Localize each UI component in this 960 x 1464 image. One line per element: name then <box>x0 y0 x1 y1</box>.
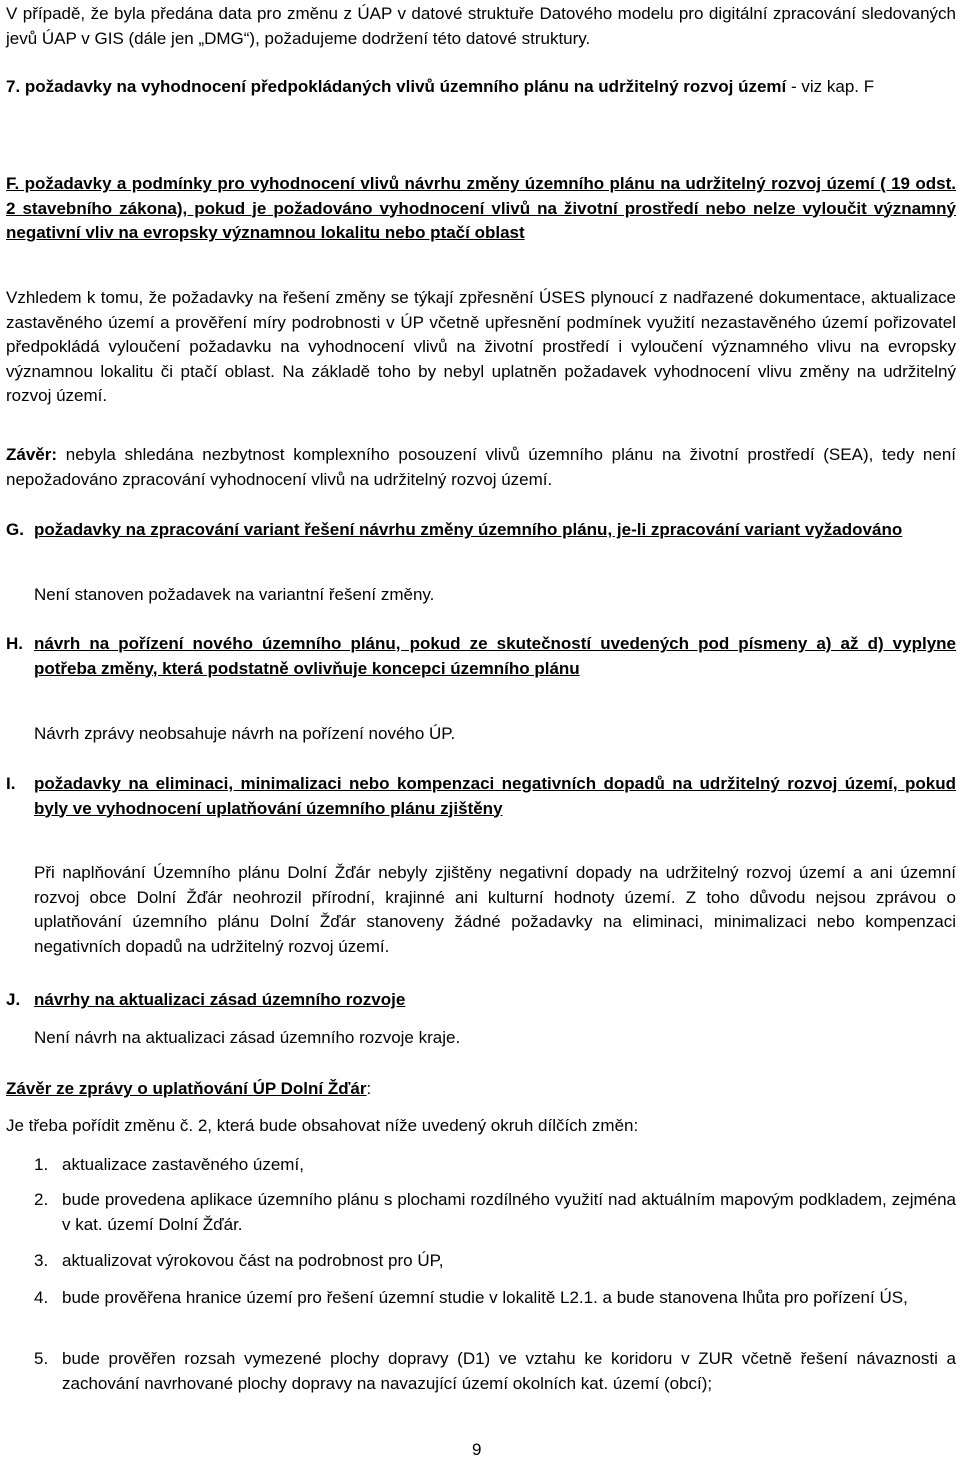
list-item <box>6 1249 956 1274</box>
item-7-heading: 7. požadavky na vyhodnocení předpokládaných vlivů územního plánu na udržitelný rozvoj území <box>6 77 787 96</box>
list-item-text: aktualizovat výrokovou část na podrobnost pro ÚP, <box>62 1251 444 1270</box>
list-item-number: 1. <box>34 1155 49 1174</box>
conclusion-lead: Je třeba pořídit změnu č. 2, která bude obsahovat níže uvedený okruh dílčích změn: <box>6 1116 639 1135</box>
section-h-heading <box>6 632 956 681</box>
section-j-body: Není návrh na aktualizaci zásad územního rozvoje kraje. <box>34 1028 461 1047</box>
section-j-title: návrhy na aktualizaci zásad územního rozvoje <box>34 990 406 1009</box>
section-g-letter: G. <box>6 520 24 539</box>
list-item <box>6 1153 956 1178</box>
conclusion-title-colon: : <box>366 1079 372 1098</box>
section-g-heading <box>6 518 956 543</box>
section-f-heading-rest: 2 stavebního zákona), pokud je požadováno vyhodnocení vlivů na životní prostředí nebo nelze vyloučit významný negativní vliv na evropsky významnou lokalitu nebo ptačí oblast <box>6 198 956 242</box>
section-f-conclusion-text: nebyla shledána nezbytnost komplexního posouzení vlivů územního plánu na životní prostředí (SEA), tedy není nepožadováno zpracování vyhodnocení vlivů na udržitelný rozvoj území. <box>6 445 956 489</box>
item-7 <box>6 75 956 100</box>
section-h-title: návrh na pořízení nového územního plánu, pokud ze skutečností uvedených pod písmeny a) až d) vyplyne potřeba změny, která podstatně ovlivňuje koncepci územního plánu <box>34 634 956 678</box>
section-i-heading <box>6 772 956 821</box>
list-item <box>6 1188 956 1237</box>
section-j-heading <box>6 988 956 1013</box>
conclusion-title-text: Závěr ze zprávy o uplatňování ÚP Dolní Žďár <box>6 1079 367 1098</box>
section-i-title: požadavky na eliminaci, minimalizaci nebo kompenzaci negativních dopadů na udržitelný rozvoj území, pokud byly ve vyhodnocení uplatňování územního plánu zjištěny <box>34 774 956 818</box>
section-i-letter: I. <box>6 774 16 793</box>
list-item-number: 2. <box>34 1190 49 1209</box>
page-number: 9 <box>472 1440 482 1459</box>
list-item-text: bude prověřena hranice území pro řešení územní studie v lokalitě L2.1. a bude stanovena lhůta pro pořízení ÚS, <box>62 1288 908 1307</box>
section-j-letter: J. <box>6 990 21 1009</box>
item-7-reference: - viz kap. F <box>786 77 875 96</box>
list-item <box>6 1286 956 1311</box>
section-f-heading <box>6 172 956 246</box>
section-h-body: Návrh zprávy neobsahuje návrh na pořízení nového ÚP. <box>34 724 456 743</box>
list-item <box>6 1347 956 1396</box>
list-item-number: 3. <box>34 1251 49 1270</box>
section-i-body: Při naplňování Územního plánu Dolní Žďár nebyly zjištěny negativní dopady na udržitelný rozvoj území a ani územní rozvoj obce Dolní Žďár neohrozil přírodní, krajinné ani kulturní hodnoty území. Z toho důvodu nejsou zprávou o uplatňování územního plánu Dolní Žďár stanoveny žádné požadavky na eliminaci, minimalizaci nebo kompenzaci negativních dopadů na udržitelný rozvoj území. <box>34 863 956 956</box>
section-f-body: Vzhledem k tomu, že požadavky na řešení změny se týkají zpřesnění ÚSES plynoucí z nadřazené dokumentace, aktualizace zastavěného území a prověření míry podrobnosti v ÚP včetně upřesnění podmínek využití nezastavěného území pořizovatel předpokládá vyloučení požadavku na vyhodnocení vlivů na životní prostředí i vyloučení významného vlivu na evropsky významnou lokalitu či ptačí oblast. Na základě toho by nebyl uplatněn požadavek vyhodnocení vlivu změny na udržitelný rozvoj území. <box>6 288 956 405</box>
section-f-conclusion-label: Závěr: <box>6 445 58 464</box>
section-g-title: požadavky na zpracování variant řešení návrhu změny územního plánu, je-li zpracování variant vyžadováno <box>34 520 903 539</box>
list-item-number: 5. <box>34 1349 49 1368</box>
section-f-heading-main: F. požadavky a podmínky pro vyhodnocení vlivů návrhu změny územního plánu na udržitelný rozvoj území ( 19 odst. <box>6 174 956 193</box>
section-f-conclusion <box>6 443 956 492</box>
intro-paragraph: V případě, že byla předána data pro změnu z ÚAP v datové struktuře Datového modelu pro digitální zpracování sledovaných jevů ÚAP v GIS (dále jen „DMG“), požadujeme dodržení této datové struktury. <box>6 4 956 48</box>
section-h-letter: H. <box>6 634 23 653</box>
list-item-text: aktualizace zastavěného území, <box>62 1155 304 1174</box>
list-item-text: bude prověřen rozsah vymezené plochy dopravy (D1) ve vztahu ke koridoru v ZUR včetně řešení návaznosti a zachování navrhované plochy dopravy na navazující území okolních kat. území (obcí); <box>62 1349 956 1393</box>
list-item-number: 4. <box>34 1288 49 1307</box>
conclusion-title <box>6 1077 956 1102</box>
section-g-body: Není stanoven požadavek na variantní řešení změny. <box>34 585 435 604</box>
list-item-text: bude provedena aplikace územního plánu s plochami rozdílného využití nad aktuálním mapovým podkladem, zejména v kat. území Dolní Žďár. <box>62 1190 956 1234</box>
